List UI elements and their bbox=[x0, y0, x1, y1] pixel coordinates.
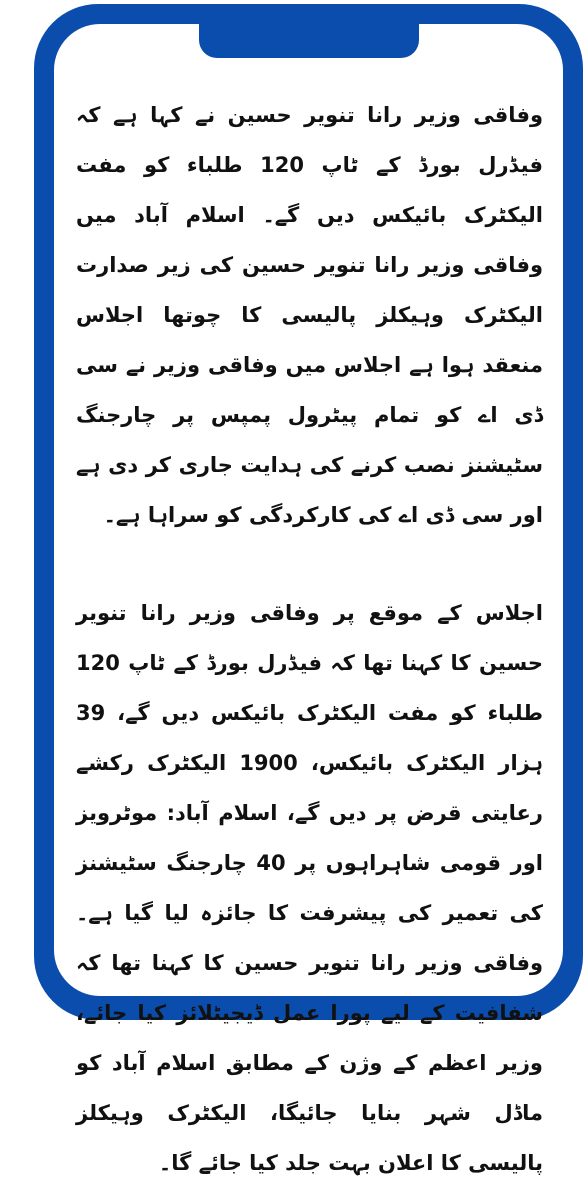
article-paragraph-2: اجلاس کے موقع پر وفاقی وزیر رانا تنویر حسین کا کہنا تھا کہ فیڈرل بورڈ کے ٹاپ 120 طلباء کو مفت الیکٹرک بائیکس دیں گے، 39 ہزار الیکٹرک بائیکس، 1900 الیکٹرک رکشے رعایتی قرض پر دیں گے، اسلام آباد: موٹرویز اور قومی شاہراہوں پر 40 چارجنگ سٹیشنز کی تعمیر کی پیشرفت کا جائزہ لیا گیا ہے۔ وفاقی وزیر رانا تنویر حسین کا کہنا تھا کہ شفافیت کے لیے پورا عمل ڈیجیٹلائز کیا جائے، وزیر اعظم کے وژن کے مطابق اسلام آباد کو ماڈل شہر بنایا جائیگا، الیکٹرک وہیکلز پالیسی کا اعلان بہت جلد کیا جائے گا۔ bbox=[76, 601, 544, 1175]
article-paragraph-1: وفاقی وزیر رانا تنویر حسین نے کہا ہے کہ فیڈرل بورڈ کے ٹاپ 120 طلباء کو مفت الیکٹرک بائیکس دیں گے۔ اسلام آباد میں وفاقی وزیر رانا تنویر حسین کی زیر صدارت الیکٹرک وہیکلز پالیسی کا چوتھا اجلاس منعقد ہوا ہے اجلاس میں وفاقی وزیر نے سی ڈی اے کو تمام پیٹرول پمپس پر چارجنگ سٹیشنز نصب کرنے کی ہدایت جاری کر دی ہے اور سی ڈی اے کی کارکردگی کو سراہا ہے۔ bbox=[76, 103, 543, 527]
phone-notch bbox=[199, 24, 419, 58]
news-article bbox=[76, 90, 543, 1188]
phone-frame bbox=[34, 4, 583, 1175]
phone-screen bbox=[54, 24, 563, 1175]
